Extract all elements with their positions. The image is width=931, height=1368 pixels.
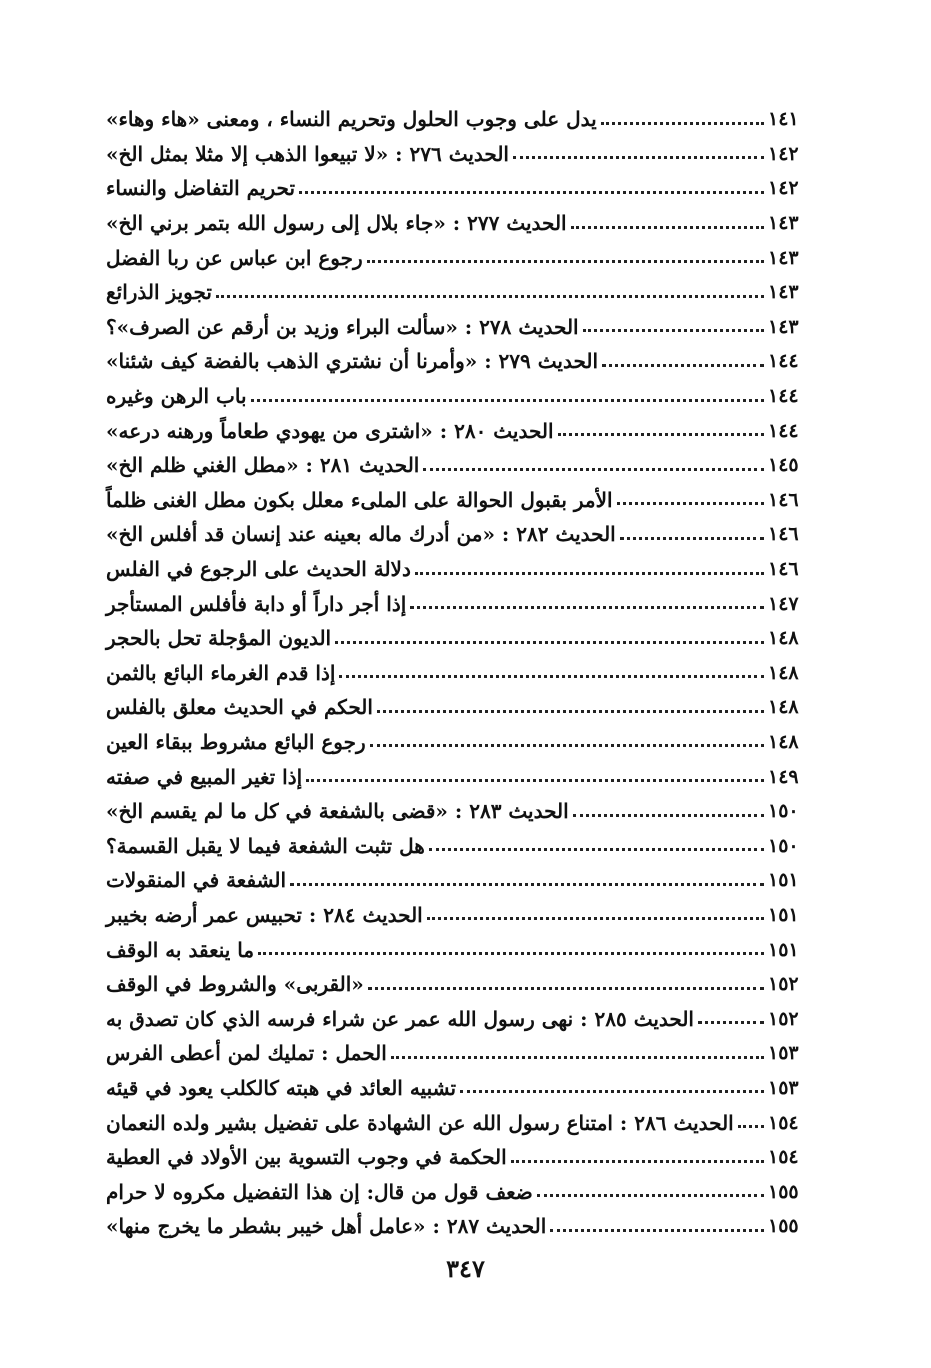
toc-entry-title: الحديث ٢٨٠ : «اشترى من يهودي طعاماً ورهنه درعه» [106,418,554,443]
toc-entry-page: ١٥٠ [768,834,799,857]
toc-entry [100,1140,810,1175]
toc-entry-page: ١٥٢ [768,1007,799,1030]
dot-leader [377,710,764,713]
toc-entry [100,759,810,794]
toc-entry-page: ١٤٤ [768,385,799,408]
dot-leader [573,814,764,817]
toc-entry-page: ١٤٨ [768,661,799,684]
toc-entry-page: ١٥٤ [768,1111,799,1134]
toc-entry-page: ١٥٣ [768,1076,799,1099]
dot-leader [368,987,764,990]
toc-entry-title: الحديث ٢٨٥ : نهى رسول الله عمر عن شراء فرسه الذي كان تصدق به [106,1006,694,1031]
dot-leader [427,917,764,920]
toc-entry [100,898,810,933]
toc-entry-page: ١٥٣ [768,1042,799,1065]
dot-leader [370,744,764,747]
dot-leader [339,675,764,678]
dot-leader [299,191,764,194]
toc-entry [100,552,810,587]
dot-leader [258,952,764,955]
dot-leader [367,260,764,263]
dot-leader [698,1021,764,1024]
toc-entry [100,1105,810,1140]
table-of-contents [100,102,810,1244]
toc-entry-title: الحديث ٢٨٤ : تحبيس عمر أرضه بخيبر [106,902,423,927]
dot-leader [460,1090,764,1093]
toc-entry-page: ١٥٥ [768,1180,799,1203]
toc-entry [100,171,810,206]
toc-entry-title: هل تثبت الشفعة فيما لا يقبل القسمة؟ [106,833,425,858]
dot-leader [558,433,764,436]
toc-entry-page: ١٤٨ [768,730,799,753]
toc-entry-page: ١٤٣ [768,315,799,338]
dot-leader [617,502,764,505]
toc-entry-page: ١٤٤ [768,419,799,442]
page-number: ٣٤٧ [446,1254,485,1283]
toc-entry-title: تحريم التفاضل والنساء [106,176,296,201]
toc-entry-page: ١٤٦ [768,523,799,546]
dot-leader [738,1125,764,1128]
dot-leader [251,399,764,402]
dot-leader [513,156,764,159]
toc-entry-page: ١٤٢ [768,142,799,165]
toc-entry-page: ١٤٩ [768,765,799,788]
dot-leader [620,537,764,540]
toc-entry-page: ١٥٤ [768,1146,799,1169]
toc-entry [100,1209,810,1244]
dot-leader [216,295,764,298]
dot-leader [410,606,764,609]
toc-entry [100,1071,810,1106]
toc-entry-page: ١٤٦ [768,558,799,581]
toc-entry-page: ١٤٧ [768,592,799,615]
toc-entry-title: ضعف قول من قال: إن هذا التفضيل مكروه لا حرام [106,1179,533,1204]
toc-entry-page: ١٤٨ [768,696,799,719]
toc-entry-title: باب الرهن وغيره [106,384,247,409]
toc-entry-title: ما ينعقد به الوقف [106,937,255,962]
toc-entry-title: رجوع ابن عباس عن ربا الفضل [106,245,363,270]
dot-leader [306,779,764,782]
toc-entry-title: الحديث ٢٨١ : «مطل الغني ظلم الخ» [106,453,420,478]
dot-leader [391,1056,764,1059]
toc-entry-title: إذا أجر داراً أو دابة فأفلس المستأجر [106,591,407,616]
toc-entry [100,794,810,829]
toc-entry-page: ١٤٢ [768,177,799,200]
toc-entry-page: ١٤٣ [768,281,799,304]
toc-entry-title: دلالة الحديث على الرجوع في الفلس [106,557,411,582]
toc-entry [100,483,810,518]
toc-entry [100,932,810,967]
toc-entry-page: ١٥٥ [768,1215,799,1238]
dot-leader [511,1160,764,1163]
toc-entry-page: ١٤٥ [768,454,799,477]
toc-entry-title: «القربى» والشروط في الوقف [106,972,364,997]
toc-entry [100,413,810,448]
toc-entry-title: الحديث ٢٧٨ : «سألت البراء وزيد بن أرقم عن الصرف»؟ [106,314,579,339]
toc-entry-title: إذا تغير المبيع في صفته [106,764,303,789]
dot-leader [423,468,764,471]
toc-entry [100,621,810,656]
toc-entry-page: ١٤٣ [768,246,799,269]
toc-entry [100,344,810,379]
toc-entry-page: ١٥٢ [768,973,799,996]
toc-entry-page: ١٤١ [768,108,799,131]
toc-entry-title: الحديث ٢٧٩ : «وأمرنا أن نشتري الذهب بالفضة كيف شئنا» [106,349,599,374]
toc-entry [100,656,810,691]
toc-entry [100,206,810,241]
toc-entry [100,1001,810,1036]
toc-entry-title: الحديث ٢٧٧ : «جاء بلال إلى رسول الله بتمر برني الخ» [106,211,567,236]
toc-entry [100,102,810,137]
dot-leader [550,1229,764,1232]
toc-entry-title: الحديث ٢٨٢ : «من أدرك ماله بعينه عند إنسان قد أفلس الخ» [106,522,616,547]
toc-entry [100,586,810,621]
toc-entry-page: ١٥١ [768,938,799,961]
toc-entry-title: الحديث ٢٨٣ : «قضى بالشفعة في كل ما لم يقسم الخ» [106,799,569,824]
dot-leader [571,226,764,229]
toc-entry [100,448,810,483]
toc-entry-title: الشفعة في المنقولات [106,868,287,893]
toc-entry-title: يدل على وجوب الحلول وتحريم النساء ، ومعنى «هاء وهاء» [106,107,597,132]
toc-entry-page: ١٥١ [768,869,799,892]
toc-entry [100,1174,810,1209]
dot-leader [537,1194,764,1197]
toc-entry-title: الحديث ٢٨٦ : امتناع رسول الله عن الشهادة على تفضيل بشير ولده النعمان [106,1110,734,1135]
toc-entry-page: ١٥٠ [768,800,799,823]
toc-entry-page: ١٥١ [768,903,799,926]
dot-leader [429,848,764,851]
toc-entry [100,828,810,863]
toc-entry-title: الحمل : تمليك لمن أعطى الفرس [106,1041,387,1066]
toc-entry [100,1036,810,1071]
dot-leader [335,641,764,644]
toc-entry-page: ١٤٨ [768,627,799,650]
toc-entry-title: الأمر بقبول الحوالة على الملىء معلل بكون مطل الغنى ظلماً [106,487,613,512]
toc-entry [100,967,810,1002]
toc-entry-title: إذا قدم الغرماء البائع بالثمن [106,660,336,685]
dot-leader [601,122,764,125]
toc-entry-page: ١٤٣ [768,212,799,235]
toc-entry [100,275,810,310]
toc-entry [100,310,810,345]
toc-entry-title: رجوع البائع مشروط ببقاء العين [106,729,366,754]
toc-entry [100,517,810,552]
toc-entry [100,137,810,172]
toc-entry [100,690,810,725]
dot-leader [290,883,764,886]
dot-leader [583,329,764,332]
toc-entry-title: الديون المؤجلة تحل بالحجر [106,626,332,651]
dot-leader [602,364,764,367]
dot-leader [415,572,764,575]
toc-entry [100,725,810,760]
toc-entry-title: تجويز الذرائع [106,280,212,305]
toc-entry-title: الحديث ٢٨٧ : «عامل أهل خيبر بشطر ما يخرج منها» [106,1214,547,1239]
toc-entry-title: الحكم في الحديث معلق بالفلس [106,695,373,720]
toc-entry-page: ١٤٤ [768,350,799,373]
toc-entry-title: الحكمة في وجوب التسوية بين الأولاد في العطية [106,1145,507,1170]
toc-entry-title: الحديث ٢٧٦ : «لا تبيعوا الذهب إلا مثلا بمثل الخ» [106,141,509,166]
toc-entry [100,240,810,275]
toc-entry-page: ١٤٦ [768,488,799,511]
toc-entry-title: تشبيه العائد في هبته كالكلب يعود في قيئه [106,1075,457,1100]
toc-entry [100,379,810,414]
toc-entry [100,863,810,898]
